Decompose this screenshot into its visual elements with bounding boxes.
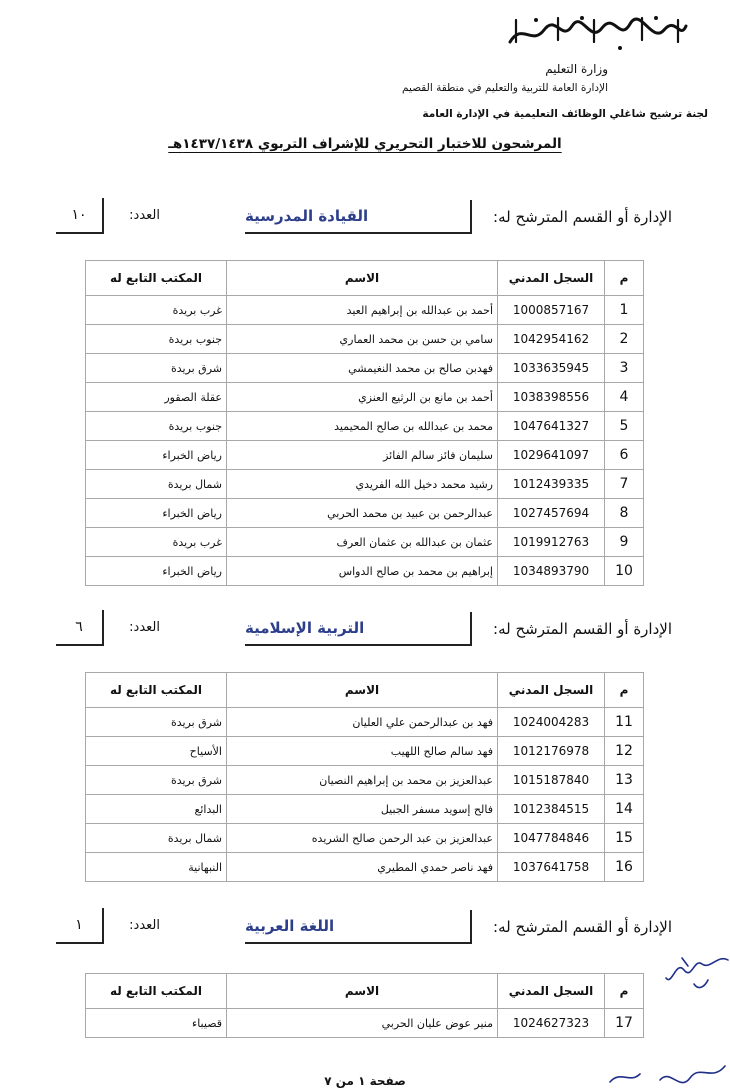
count-value: ٦ (56, 610, 104, 646)
col-header-name: الاسم (227, 974, 498, 1009)
table-header-row (86, 974, 644, 1009)
col-header-civil-id: السجل المدني (498, 673, 605, 708)
kingdom-calligraphy-logo (502, 12, 692, 52)
table-row (86, 412, 644, 441)
count-value: ١٠ (56, 198, 104, 234)
civil-id: 1012176978 (498, 737, 605, 766)
row-number: 13 (605, 766, 644, 795)
table-row (86, 853, 644, 882)
document-title (0, 136, 730, 152)
candidates-table-school-leadership (85, 260, 644, 586)
col-header-office: المكتب التابع له (86, 261, 227, 296)
table-header-row (86, 673, 644, 708)
section-header-arabic-language (0, 910, 730, 950)
candidate-name: سليمان فائز سالم الفائز (227, 441, 498, 470)
civil-id: 1038398556 (498, 383, 605, 412)
table-row (86, 441, 644, 470)
candidate-name: محمد بن عبدالله بن صالح المحيميد (227, 412, 498, 441)
candidate-name: منير عوض عليان الحربي (227, 1009, 498, 1038)
office-name: رياض الخبراء (86, 499, 227, 528)
row-number: 15 (605, 824, 644, 853)
table-row (86, 824, 644, 853)
office-name: النبهانية (86, 853, 227, 882)
civil-id: 1012384515 (498, 795, 605, 824)
table-row (86, 766, 644, 795)
row-number: 6 (605, 441, 644, 470)
section-header-school-leadership (0, 200, 730, 240)
office-name: غرب بريدة (86, 296, 227, 325)
civil-id: 1037641758 (498, 853, 605, 882)
office-name: جنوب بريدة (86, 325, 227, 354)
civil-id: 1024627323 (498, 1009, 605, 1038)
row-number: 16 (605, 853, 644, 882)
ministry-name: وزارة التعليم (545, 62, 608, 76)
row-number: 11 (605, 708, 644, 737)
table-row (86, 470, 644, 499)
committee-name: لجنة ترشيح شاغلي الوظائف التعليمية في الإدارة العامة (422, 108, 708, 120)
table-row (86, 708, 644, 737)
office-name: شرق بريدة (86, 766, 227, 795)
office-name: شمال بريدة (86, 470, 227, 499)
candidate-name: رشيد محمد دخيل الله الفريدي (227, 470, 498, 499)
col-header-number: م (605, 673, 644, 708)
col-header-name: الاسم (227, 673, 498, 708)
civil-id: 1047641327 (498, 412, 605, 441)
candidate-name: أحمد بن مانع بن الرثيع العنزي (227, 383, 498, 412)
count-label: العدد: (129, 208, 160, 223)
table-row (86, 1009, 644, 1038)
office-name: شرق بريدة (86, 708, 227, 737)
candidate-name: فهدبن صالح بن محمد النغيمشي (227, 354, 498, 383)
candidate-name: فهد سالم صالح اللهيب (227, 737, 498, 766)
candidate-name: سامي بن حسن بن محمد العماري (227, 325, 498, 354)
table-row (86, 354, 644, 383)
candidate-name: إبراهيم بن محمد بن صالح الدواس (227, 557, 498, 586)
count-value: ١ (56, 908, 104, 944)
page-number: صفحة ١ من ٧ (324, 1074, 406, 1088)
col-header-office: المكتب التابع له (86, 673, 227, 708)
table-row (86, 499, 644, 528)
office-name: جنوب بريدة (86, 412, 227, 441)
row-number: 14 (605, 795, 644, 824)
table-row (86, 325, 644, 354)
candidate-name: أحمد بن عبدالله بن إبراهيم العيد (227, 296, 498, 325)
row-number: 17 (605, 1009, 644, 1038)
document-title-text: المرشحون للاختبار التحريري للإشراف التربوي ١٤٣٧/١٤٣٨هـ (168, 136, 562, 152)
office-name: رياض الخبراء (86, 441, 227, 470)
office-name: غرب بريدة (86, 528, 227, 557)
calligraphy-logo-graphic (502, 12, 692, 52)
row-number: 12 (605, 737, 644, 766)
row-number: 8 (605, 499, 644, 528)
candidates-table-islamic-education (85, 672, 644, 882)
row-number: 9 (605, 528, 644, 557)
civil-id: 1012439335 (498, 470, 605, 499)
row-number: 7 (605, 470, 644, 499)
civil-id: 1019912763 (498, 528, 605, 557)
office-name: رياض الخبراء (86, 557, 227, 586)
office-name: شمال بريدة (86, 824, 227, 853)
section-label: الإدارة أو القسم المترشح له: (493, 918, 672, 936)
row-number: 5 (605, 412, 644, 441)
civil-id: 1015187840 (498, 766, 605, 795)
count-label: العدد: (129, 620, 160, 635)
civil-id: 1027457694 (498, 499, 605, 528)
table-row (86, 296, 644, 325)
col-header-office: المكتب التابع له (86, 974, 227, 1009)
row-number: 3 (605, 354, 644, 383)
count-label: العدد: (129, 918, 160, 933)
civil-id: 1033635945 (498, 354, 605, 383)
table-header-row (86, 261, 644, 296)
row-number: 2 (605, 325, 644, 354)
civil-id: 1034893790 (498, 557, 605, 586)
office-name: قصيباء (86, 1009, 227, 1038)
table-row (86, 528, 644, 557)
section-label: الإدارة أو القسم المترشح له: (493, 208, 672, 226)
candidate-name: فهد ناصر حمدي المطيري (227, 853, 498, 882)
civil-id: 1024004283 (498, 708, 605, 737)
department-name: التربية الإسلامية (245, 612, 472, 646)
table-row (86, 737, 644, 766)
section-label: الإدارة أو القسم المترشح له: (493, 620, 672, 638)
row-number: 4 (605, 383, 644, 412)
civil-id: 1000857167 (498, 296, 605, 325)
candidate-name: عبدالرحمن بن عبيد بن محمد الحربي (227, 499, 498, 528)
directorate-name: الإدارة العامة للتربية والتعليم في منطقة القصيم (402, 82, 608, 94)
row-number: 1 (605, 296, 644, 325)
candidate-name: عثمان بن عبدالله بن عثمان العرف (227, 528, 498, 557)
col-header-number: م (605, 261, 644, 296)
candidate-name: فالح إسويد مسفر الجبيل (227, 795, 498, 824)
department-name: القيادة المدرسية (245, 200, 472, 234)
office-name: الأسياح (86, 737, 227, 766)
section-header-islamic-education (0, 612, 730, 652)
civil-id: 1042954162 (498, 325, 605, 354)
candidate-name: عبدالعزيز بن محمد بن إبراهيم النصيان (227, 766, 498, 795)
col-header-name: الاسم (227, 261, 498, 296)
candidate-name: عبدالعزيز بن عبد الرحمن صالح الشريده (227, 824, 498, 853)
row-number: 10 (605, 557, 644, 586)
office-name: البدائع (86, 795, 227, 824)
candidate-name: فهد بن عبدالرحمن علي العليان (227, 708, 498, 737)
col-header-civil-id: السجل المدني (498, 261, 605, 296)
civil-id: 1047784846 (498, 824, 605, 853)
table-row (86, 383, 644, 412)
civil-id: 1029641097 (498, 441, 605, 470)
department-name: اللغة العربية (245, 910, 472, 944)
office-name: شرق بريدة (86, 354, 227, 383)
col-header-number: م (605, 974, 644, 1009)
table-row (86, 795, 644, 824)
table-row (86, 557, 644, 586)
candidates-table-arabic-language (85, 973, 644, 1038)
handwritten-signature (658, 950, 730, 1000)
office-name: عقلة الصقور (86, 383, 227, 412)
col-header-civil-id: السجل المدني (498, 974, 605, 1009)
